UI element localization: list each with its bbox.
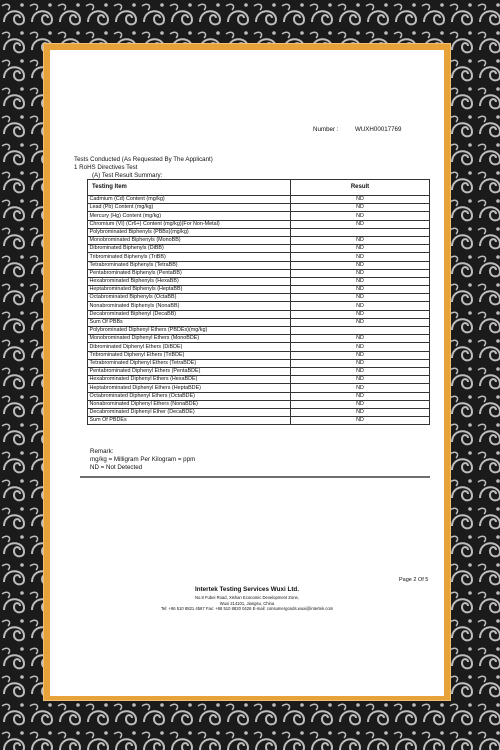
result-cell: ND (291, 277, 430, 285)
table-row (88, 376, 430, 384)
table-row (88, 220, 430, 228)
footer-address-2: Wuxi 214101, Jiangsu, China (219, 601, 275, 606)
table-row (88, 302, 430, 310)
result-cell: ND (291, 310, 430, 318)
end-of-report-divider (80, 476, 430, 478)
table-row (88, 286, 430, 294)
section-heading: 1 RoHS Directives Test (74, 164, 138, 171)
table-row (88, 196, 430, 204)
table-row (88, 417, 430, 425)
testing-item-cell: Polybrominated Diphenyl Ethers (PBDEs)(mg/kg) (88, 327, 291, 335)
result-cell: ND (291, 236, 430, 244)
table-row (88, 327, 430, 335)
table-row (88, 384, 430, 392)
table-row (88, 212, 430, 220)
testing-item-cell: Heptabrominated Diphenyl Ethers (HeptaBDE) (88, 384, 291, 392)
testing-item-cell: Pentabrominated Diphenyl Ethers (PentaBDE) (88, 367, 291, 375)
table-row (88, 310, 430, 318)
result-cell: ND (291, 392, 430, 400)
test-result-table (87, 179, 430, 425)
table-row (88, 392, 430, 400)
testing-item-cell: Pentabrominated Biphenyls (PentaBB) (88, 269, 291, 277)
remark-line-1: mg/kg = Milligram Per Kilogram = ppm (90, 456, 196, 464)
testing-item-cell: Sum Of PBBs (88, 318, 291, 326)
result-cell: ND (291, 212, 430, 220)
testing-item-cell: Hexabrominated Diphenyl Ethers (HexaBDE) (88, 376, 291, 384)
testing-item-cell: Cadmium (Cd) Content (mg/kg) (88, 196, 291, 204)
testing-item-cell: Lead (Pb) Content (mg/kg) (88, 204, 291, 212)
result-cell: ND (291, 220, 430, 228)
testing-item-cell: Dibrominated Biphenyls (DiBB) (88, 245, 291, 253)
table-row (88, 400, 430, 408)
table-row (88, 367, 430, 375)
result-cell: ND (291, 302, 430, 310)
result-cell: ND (291, 204, 430, 212)
testing-item-cell: Octabrominated Biphenyls (OctaBB) (88, 294, 291, 302)
result-cell: ND (291, 335, 430, 343)
table-header-row (88, 180, 430, 196)
testing-item-cell: Chromium (VI) (Cr6+) Content (mg/kg)(For Non-Metal) (88, 220, 291, 228)
table-row (88, 294, 430, 302)
result-cell: ND (291, 318, 430, 326)
header-result: Result (291, 180, 430, 196)
result-cell: ND (291, 384, 430, 392)
footer-company: Intertek Testing Services Wuxi Ltd. (194, 586, 300, 593)
result-cell: ND (291, 269, 430, 277)
subsection-heading: (A) Test Result Summary: (92, 172, 163, 179)
table-row (88, 253, 430, 261)
testing-item-cell: Tribrominated Biphenyls (TriBB) (88, 253, 291, 261)
table-row (88, 408, 430, 416)
testing-item-cell: Mercury (Hg) Content (mg/kg) (88, 212, 291, 220)
table-row (88, 269, 430, 277)
result-cell (291, 327, 430, 335)
testing-item-cell: Decabrominated Diphenyl Ether (DecaBDE) (88, 408, 291, 416)
testing-item-cell: Octabrominated Diphenyl Ethers (OctaBDE) (88, 392, 291, 400)
result-cell: ND (291, 359, 430, 367)
table-row (88, 318, 430, 326)
table-row (88, 277, 430, 285)
testing-item-cell: Polybrominated Biphenyls (PBBs)(mg/kg) (88, 228, 291, 236)
testing-item-cell: Monobrominated Diphenyl Ethers (MonoBDE) (88, 335, 291, 343)
testing-item-cell: Nonabrominated Diphenyl Ethers (NonaBDE) (88, 400, 291, 408)
testing-item-cell: Heptabrominated Biphenyls (HeptaBB) (88, 286, 291, 294)
testing-item-cell: Nonabrominated Biphenyls (NonaBB) (88, 302, 291, 310)
footer-address-1: No.8 Fubei Road, Xishan Economic Development Zone, (194, 595, 300, 600)
report-number-label: Number : (313, 126, 339, 133)
page-number: Page 2 Of 5 (399, 577, 429, 583)
table-row (88, 351, 430, 359)
tests-conducted-heading: Tests Conducted (As Requested By The Applicant) (74, 156, 213, 163)
table-row (88, 359, 430, 367)
footer-contact: Tel: +86 510 8821 4567 Fax: +86 510 8820 0426 E-mail: consumergoods.wuxi@intertek.com (160, 606, 334, 611)
testing-item-cell: Hexabrominated Biphenyls (HexaBB) (88, 277, 291, 285)
remark-title: Remark: (90, 448, 114, 455)
table-row (88, 228, 430, 236)
remarks-block (90, 448, 195, 473)
testing-item-cell: Tetrabrominated Biphenyls (TetraBB) (88, 261, 291, 269)
table-row (88, 245, 430, 253)
remark-line-2: ND = Not Detected (90, 464, 143, 472)
table-row (88, 335, 430, 343)
result-cell: ND (291, 400, 430, 408)
result-cell: ND (291, 261, 430, 269)
result-cell: ND (291, 196, 430, 204)
result-cell: ND (291, 351, 430, 359)
result-cell: ND (291, 245, 430, 253)
table-row (88, 343, 430, 351)
testing-item-cell: Sum Of PBDEs (88, 417, 291, 425)
testing-item-cell: Dibrominated Diphenyl Ethers (DiBDE) (88, 343, 291, 351)
result-cell: ND (291, 367, 430, 375)
table-row (88, 261, 430, 269)
result-cell: ND (291, 343, 430, 351)
result-cell: ND (291, 408, 430, 416)
result-cell: ND (291, 417, 430, 425)
table-row (88, 204, 430, 212)
testing-item-cell: Monobrominated Biphenyls (MonoBB) (88, 236, 291, 244)
result-cell: ND (291, 376, 430, 384)
header-testing-item: Testing Item (88, 180, 291, 196)
table-row (88, 236, 430, 244)
testing-item-cell: Tetrabrominated Diphenyl Ethers (TetraBDE) (88, 359, 291, 367)
result-cell: ND (291, 294, 430, 302)
report-number-value: WUXH00017769 (355, 126, 402, 133)
testing-item-cell: Tribrominated Diphenyl Ethers (TriBDE) (88, 351, 291, 359)
document-page (50, 50, 444, 696)
result-cell (291, 228, 430, 236)
testing-item-cell: Decabrominated Biphenyl (DecaBB) (88, 310, 291, 318)
result-cell: ND (291, 253, 430, 261)
result-cell: ND (291, 286, 430, 294)
